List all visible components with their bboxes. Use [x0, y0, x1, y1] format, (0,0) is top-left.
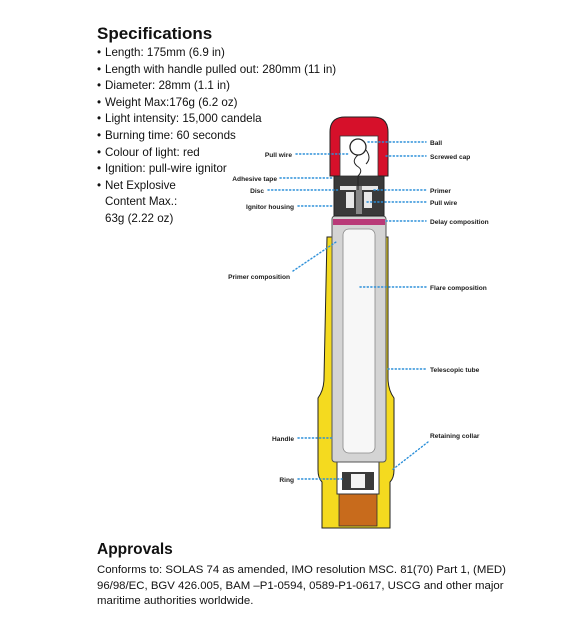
- spec-continuation-line: 63g (2.22 oz): [105, 211, 174, 225]
- ball: [350, 139, 366, 155]
- specifications-title: Specifications: [97, 24, 213, 43]
- approvals-title: Approvals: [97, 541, 173, 558]
- label-primer: Primer: [430, 188, 451, 195]
- primer: [346, 192, 354, 208]
- label-adhesive-tape: Adhesive tape: [232, 176, 277, 183]
- spec-item: • Burning time: 60 seconds: [97, 128, 397, 145]
- bottom-fitting-core: [351, 474, 365, 488]
- flare-composition: [343, 229, 375, 453]
- spec-continuation-line: Content Max.:: [105, 195, 178, 209]
- ignitor-housing-inner: [356, 186, 362, 214]
- primer: [364, 192, 372, 208]
- label-ring: Ring: [279, 477, 294, 484]
- label-flare-composition: Flare composition: [430, 285, 487, 292]
- label-pull-wire-right: Pull wire: [430, 200, 458, 207]
- delay-composition: [333, 219, 385, 225]
- label-retaining-collar: Retaining collar: [430, 433, 480, 440]
- label-ignitor-housing: Ignitor housing: [246, 204, 294, 211]
- spec-item: • Diameter: 28mm (1.1 in): [97, 78, 397, 95]
- spec-item: • Ignition: pull-wire ignitor: [97, 161, 397, 178]
- label-ball: Ball: [430, 140, 443, 147]
- spec-item-text: Net Explosive: [105, 178, 176, 192]
- approvals-text: Conforms to: SOLAS 74 as amended, IMO resolution MSC. 81(70) Part 1, (MED) 96/98/EC, BGV 426.005, BAM –P1-0594, 0589-P1-0617, USCG and other major maritime authorities worldwide.: [97, 564, 506, 607]
- spec-item: • Light intensity: 15,000 candela: [97, 111, 397, 128]
- spec-item: • Length: 175mm (6.9 in): [97, 45, 397, 62]
- label-delay-composition: Delay composition: [430, 219, 489, 226]
- label-pull-wire-left: Pull wire: [264, 152, 292, 159]
- spec-item: • Length with handle pulled out: 280mm (11 in): [97, 62, 397, 79]
- label-handle: Handle: [272, 436, 294, 443]
- spec-item: • Weight Max:176g (6.2 oz): [97, 95, 397, 112]
- label-disc: Disc: [250, 188, 264, 195]
- ring: [339, 494, 377, 526]
- spec-item: • Colour of light: red: [97, 145, 397, 162]
- label-telescopic-tube: Telescopic tube: [430, 367, 480, 374]
- label-screwed-cap: Screwed cap: [430, 154, 471, 161]
- label-primer-composition: Primer composition: [228, 274, 290, 281]
